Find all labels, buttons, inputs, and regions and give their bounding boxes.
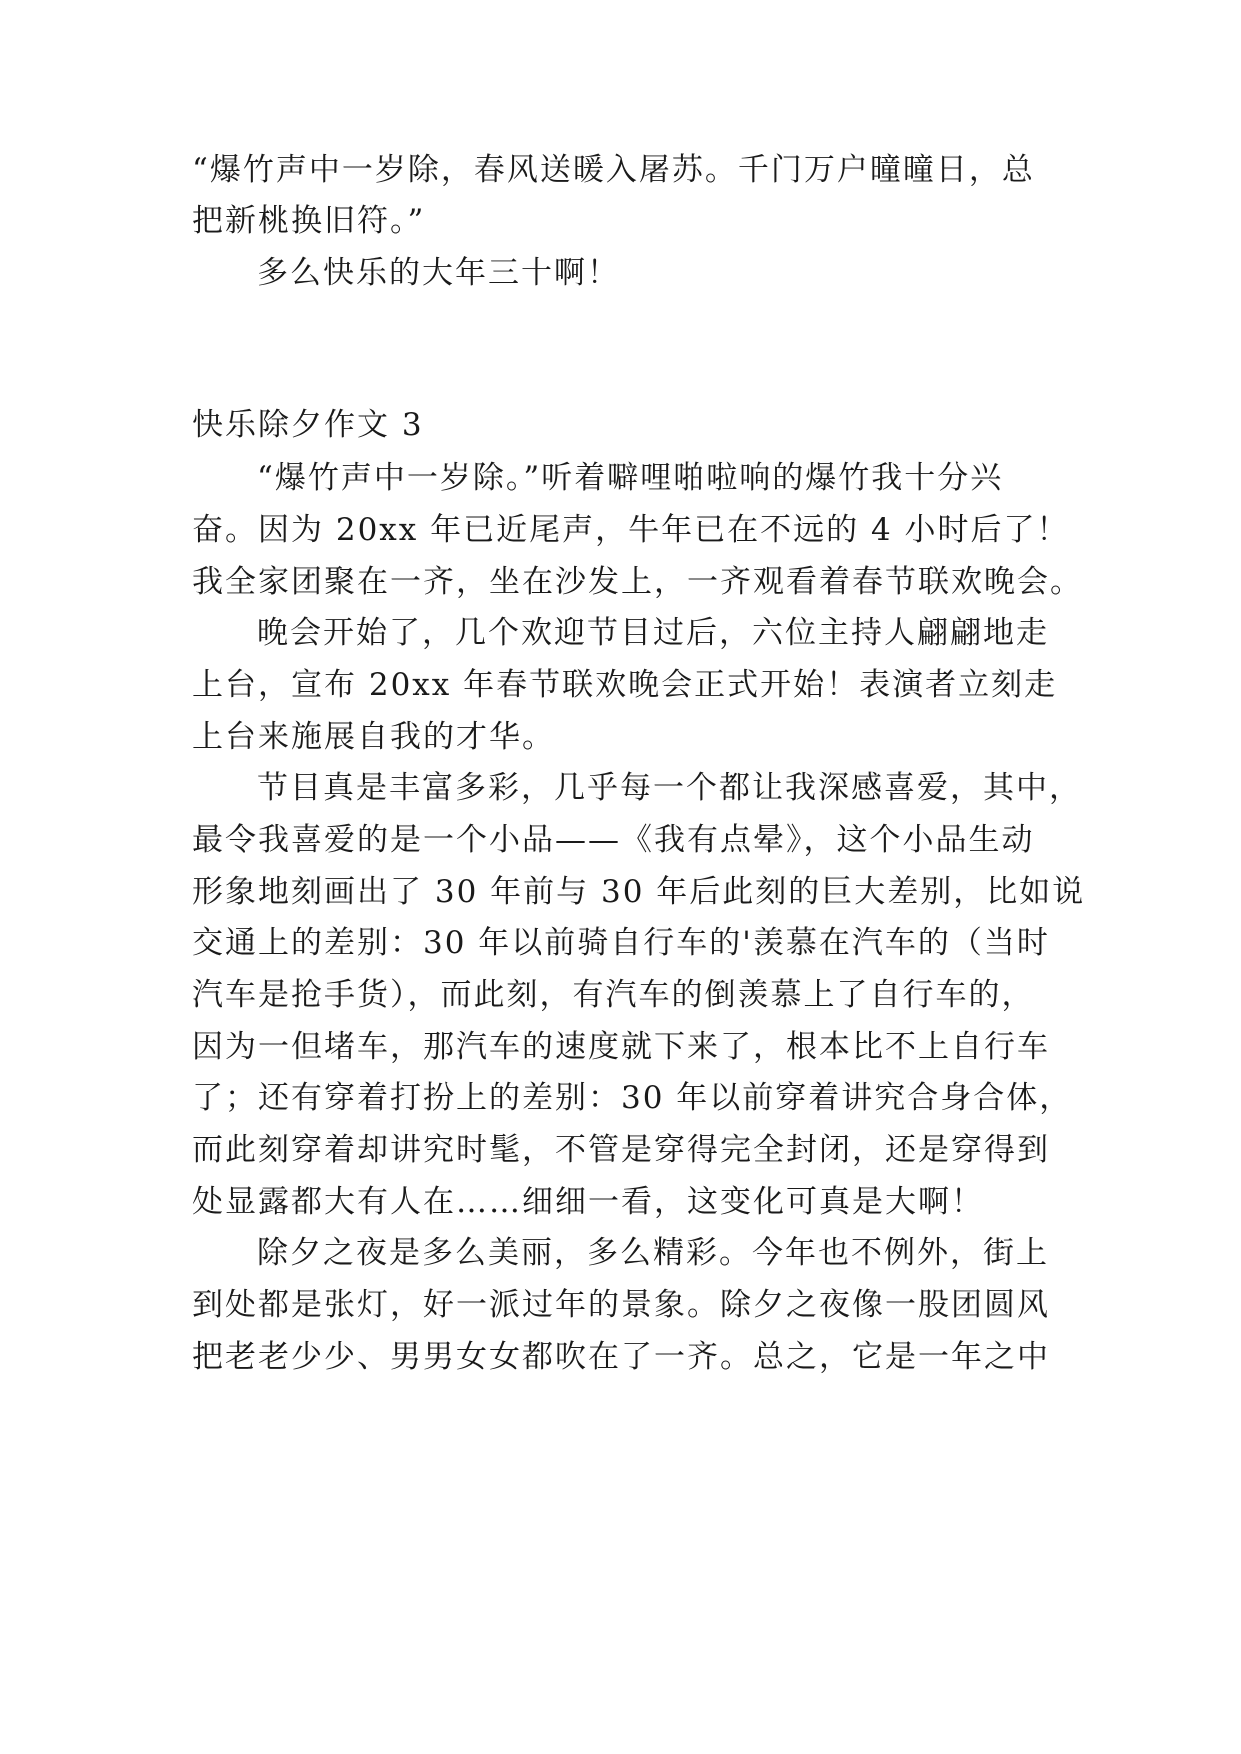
text-line: 到处都是张灯，好一派过年的景象。除夕之夜像一股团圆风 [192,1287,1050,1323]
text-line: 把老老少少、男男女女都吹在了一齐。总之，它是一年之中 [192,1339,1050,1375]
text-line: 奋。因为 20xx 年已近尾声，牛年已在不远的 4 小时后了！ [192,512,1070,548]
text-line: 晚会开始了，几个欢迎节目过后，六位主持人翩翩地走 [257,615,1049,651]
text-line: 节目真是丰富多彩，几乎每一个都让我深感喜爱，其中， [257,770,1082,806]
text-line: “爆竹声中一岁除，春风送暖入屠苏。千门万户曈曈日，总 [192,152,1035,188]
section-title: 快乐除夕作文 3 [192,407,424,443]
text-line: 处显露都大有人在……细细一看，这变化可真是大啊！ [192,1184,984,1220]
text-line: 上台，宣布 20xx 年春节联欢晚会正式开始！表演者立刻走 [192,667,1058,703]
text-line: 因为一但堵车，那汽车的速度就下来了，根本比不上自行车 [192,1029,1050,1065]
text-line: 多么快乐的大年三十啊！ [257,255,620,291]
text-line: 我全家团聚在一齐，坐在沙发上，一齐观看着春节联欢晚会。 [192,564,1083,600]
text-line: 最令我喜爱的是一个小品——《我有点晕》，这个小品生动 [192,822,1035,858]
text-line: 了；还有穿着打扮上的差别：30 年以前穿着讲究合身合体， [192,1080,1073,1116]
text-line: 把新桃换旧符。” [192,203,426,239]
text-line: 汽车是抢手货），而此刻，有汽车的倒羡慕上了自行车的， [192,977,1035,1013]
text-line: 形象地刻画出了 30 年前与 30 年后此刻的巨大差别，比如说 [192,874,1086,910]
text-line: 交通上的差别：30 年以前骑自行车的'羡慕在汽车的（当时 [192,925,1050,961]
text-line: 而此刻穿着却讲究时髦，不管是穿得完全封闭，还是穿得到 [192,1132,1050,1168]
text-line: 除夕之夜是多么美丽，多么精彩。今年也不例外，街上 [257,1235,1049,1271]
text-line: “爆竹声中一岁除。”听着噼哩啪啦响的爆竹我十分兴 [257,460,1004,496]
text-line: 上台来施展自我的才华。 [192,719,555,755]
